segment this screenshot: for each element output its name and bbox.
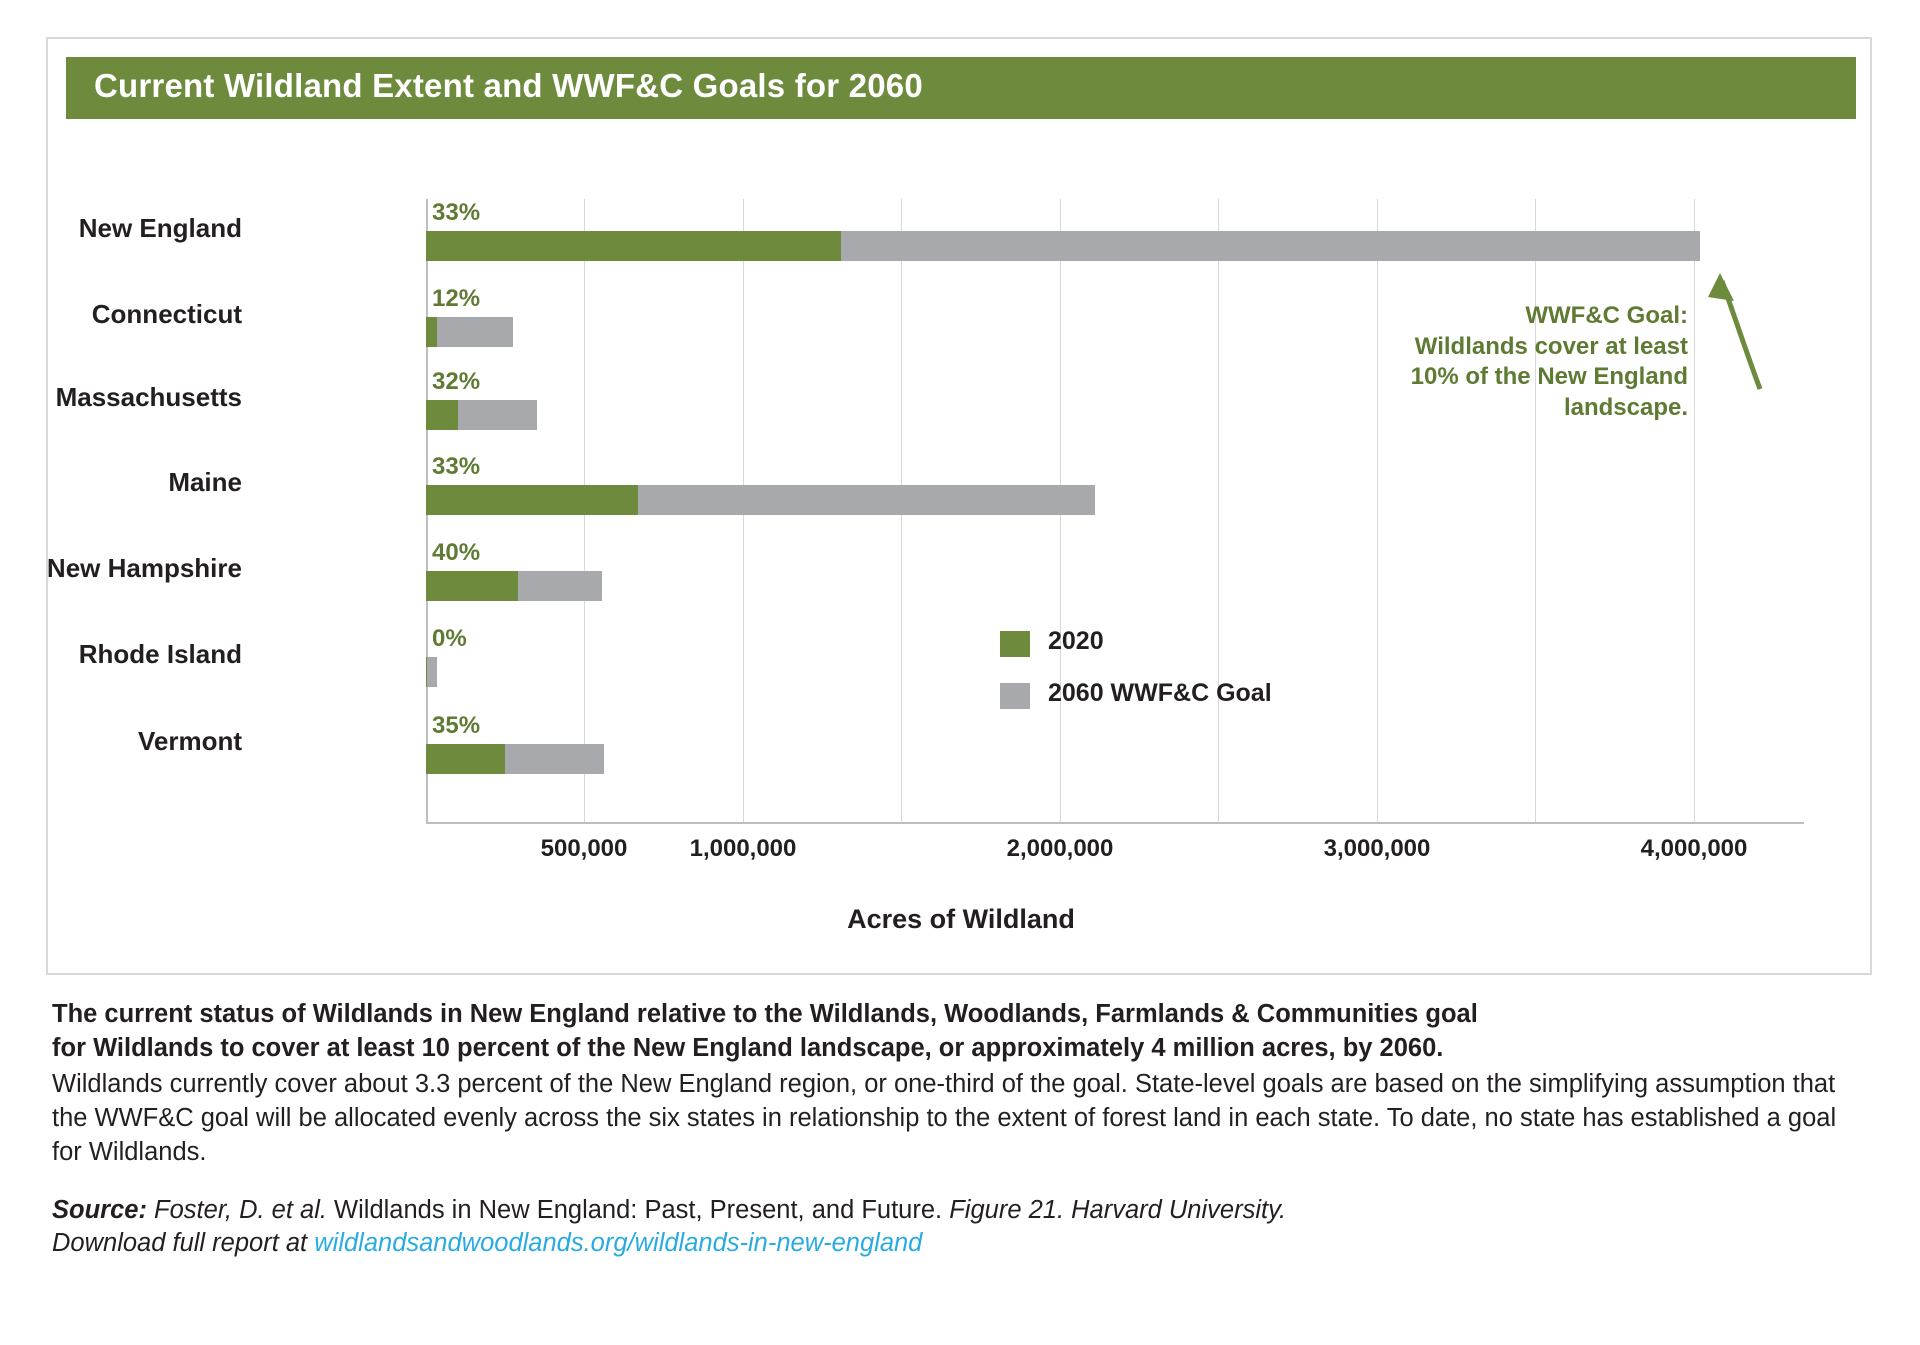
legend-label-2020: 2020: [1048, 627, 1104, 655]
x-axis-line: [426, 822, 1804, 824]
category-label-maine: Maine: [168, 467, 242, 497]
bar-2020-new-hampshire: [426, 571, 518, 601]
category-label-rhode-island: Rhode Island: [78, 639, 242, 669]
data-label-new-hampshire: 40%: [432, 539, 481, 566]
caption-bold-line2: for Wildlands to cover at least 10 percent of the New England landscape, or approximately 4 million acres, by 2060.: [52, 1033, 1444, 1062]
chart-title: Current Wildland Extent and WWF&C Goals for 2060: [94, 67, 923, 104]
source-figure: Figure 21. Harvard University.: [949, 1195, 1287, 1224]
category-label-connecticut: Connecticut: [91, 299, 242, 329]
xtick-label-2000000: 2,000,000: [1006, 835, 1114, 862]
download-link[interactable]: wildlandsandwoodlands.org/wildlands-in-new-england: [314, 1229, 923, 1258]
goal-annotation-line4: landscape.: [1563, 394, 1688, 422]
data-label-rhode-island: 0%: [432, 625, 467, 652]
goal-annotation-line2: Wildlands cover at least: [1414, 332, 1688, 360]
bar-row-new-england: [78, 199, 1804, 275]
source-authors: Foster, D. et al.: [154, 1195, 327, 1224]
goal-annotation-line1: WWF&C Goal:: [1525, 302, 1688, 329]
data-label-connecticut: 12%: [432, 285, 481, 312]
xtick-label-4000000: 4,000,000: [1640, 835, 1748, 862]
category-label-new-hampshire: New Hampshire: [46, 553, 242, 583]
chart-title-bar: [66, 57, 1856, 119]
xtick-label-3000000: 3,000,000: [1323, 835, 1431, 862]
caption-source: [52, 1194, 1852, 1262]
bar-row-new-hampshire: [46, 539, 1804, 615]
legend-label-2060-goal: 2060 WWF&C Goal: [1048, 679, 1272, 707]
data-label-maine: 33%: [432, 453, 481, 480]
data-label-vermont: 35%: [432, 712, 481, 739]
figure-caption: [52, 998, 1852, 1261]
arrow-icon: [1698, 271, 1768, 391]
chart-panel: [46, 37, 1872, 975]
plot-area: [46, 199, 1804, 862]
x-axis-title: Acres of Wildland: [847, 904, 1075, 934]
bar-2020-maine: [426, 485, 638, 515]
legend-swatch-2020: [1000, 631, 1030, 657]
goal-annotation: [1328, 301, 1688, 424]
bar-2020-rhode-island: [426, 657, 427, 687]
bar-row-maine: [168, 453, 1804, 529]
data-label-new-england: 33%: [432, 199, 481, 226]
category-label-new-england: New England: [78, 213, 242, 243]
xtick-label-500000: 500,000: [540, 835, 628, 862]
goal-annotation-line3: 10% of the New England: [1410, 363, 1688, 391]
bar-2020-new-england: [426, 231, 841, 261]
xtick-label-1000000: 1,000,000: [689, 835, 797, 862]
bar-goal-connecticut: [426, 317, 513, 347]
download-text: Download full report at: [52, 1229, 308, 1258]
bar-2020-vermont: [426, 744, 505, 774]
category-label-vermont: Vermont: [137, 726, 242, 756]
category-label-massachusetts: Massachusetts: [55, 382, 242, 412]
bar-row-vermont: [137, 712, 1804, 788]
source-label: Source:: [52, 1195, 147, 1224]
data-label-massachusetts: 32%: [432, 368, 481, 395]
caption-body: Wildlands currently cover about 3.3 percent of the New England region, or one-third of the goal. State-level goals are based on the simplifying assumption that the WWF&C goal will be allocated evenly across the six states in relationship to the extent of forest land in each state. To date, no state has established a goal for Wildlands.: [52, 1069, 1837, 1166]
caption-bold-line1: The current status of Wildlands in New England relative to the Wildlands, Woodlands, Farmlands & Communities goal: [52, 1000, 1478, 1028]
bar-goal-rhode-island: [426, 657, 437, 687]
source-title: Wildlands in New England: Past, Present, and Future.: [334, 1195, 943, 1224]
bar-2020-connecticut: [426, 317, 437, 347]
legend-swatch-2060-goal: [1000, 683, 1030, 709]
bar-2020-massachusetts: [426, 400, 458, 430]
